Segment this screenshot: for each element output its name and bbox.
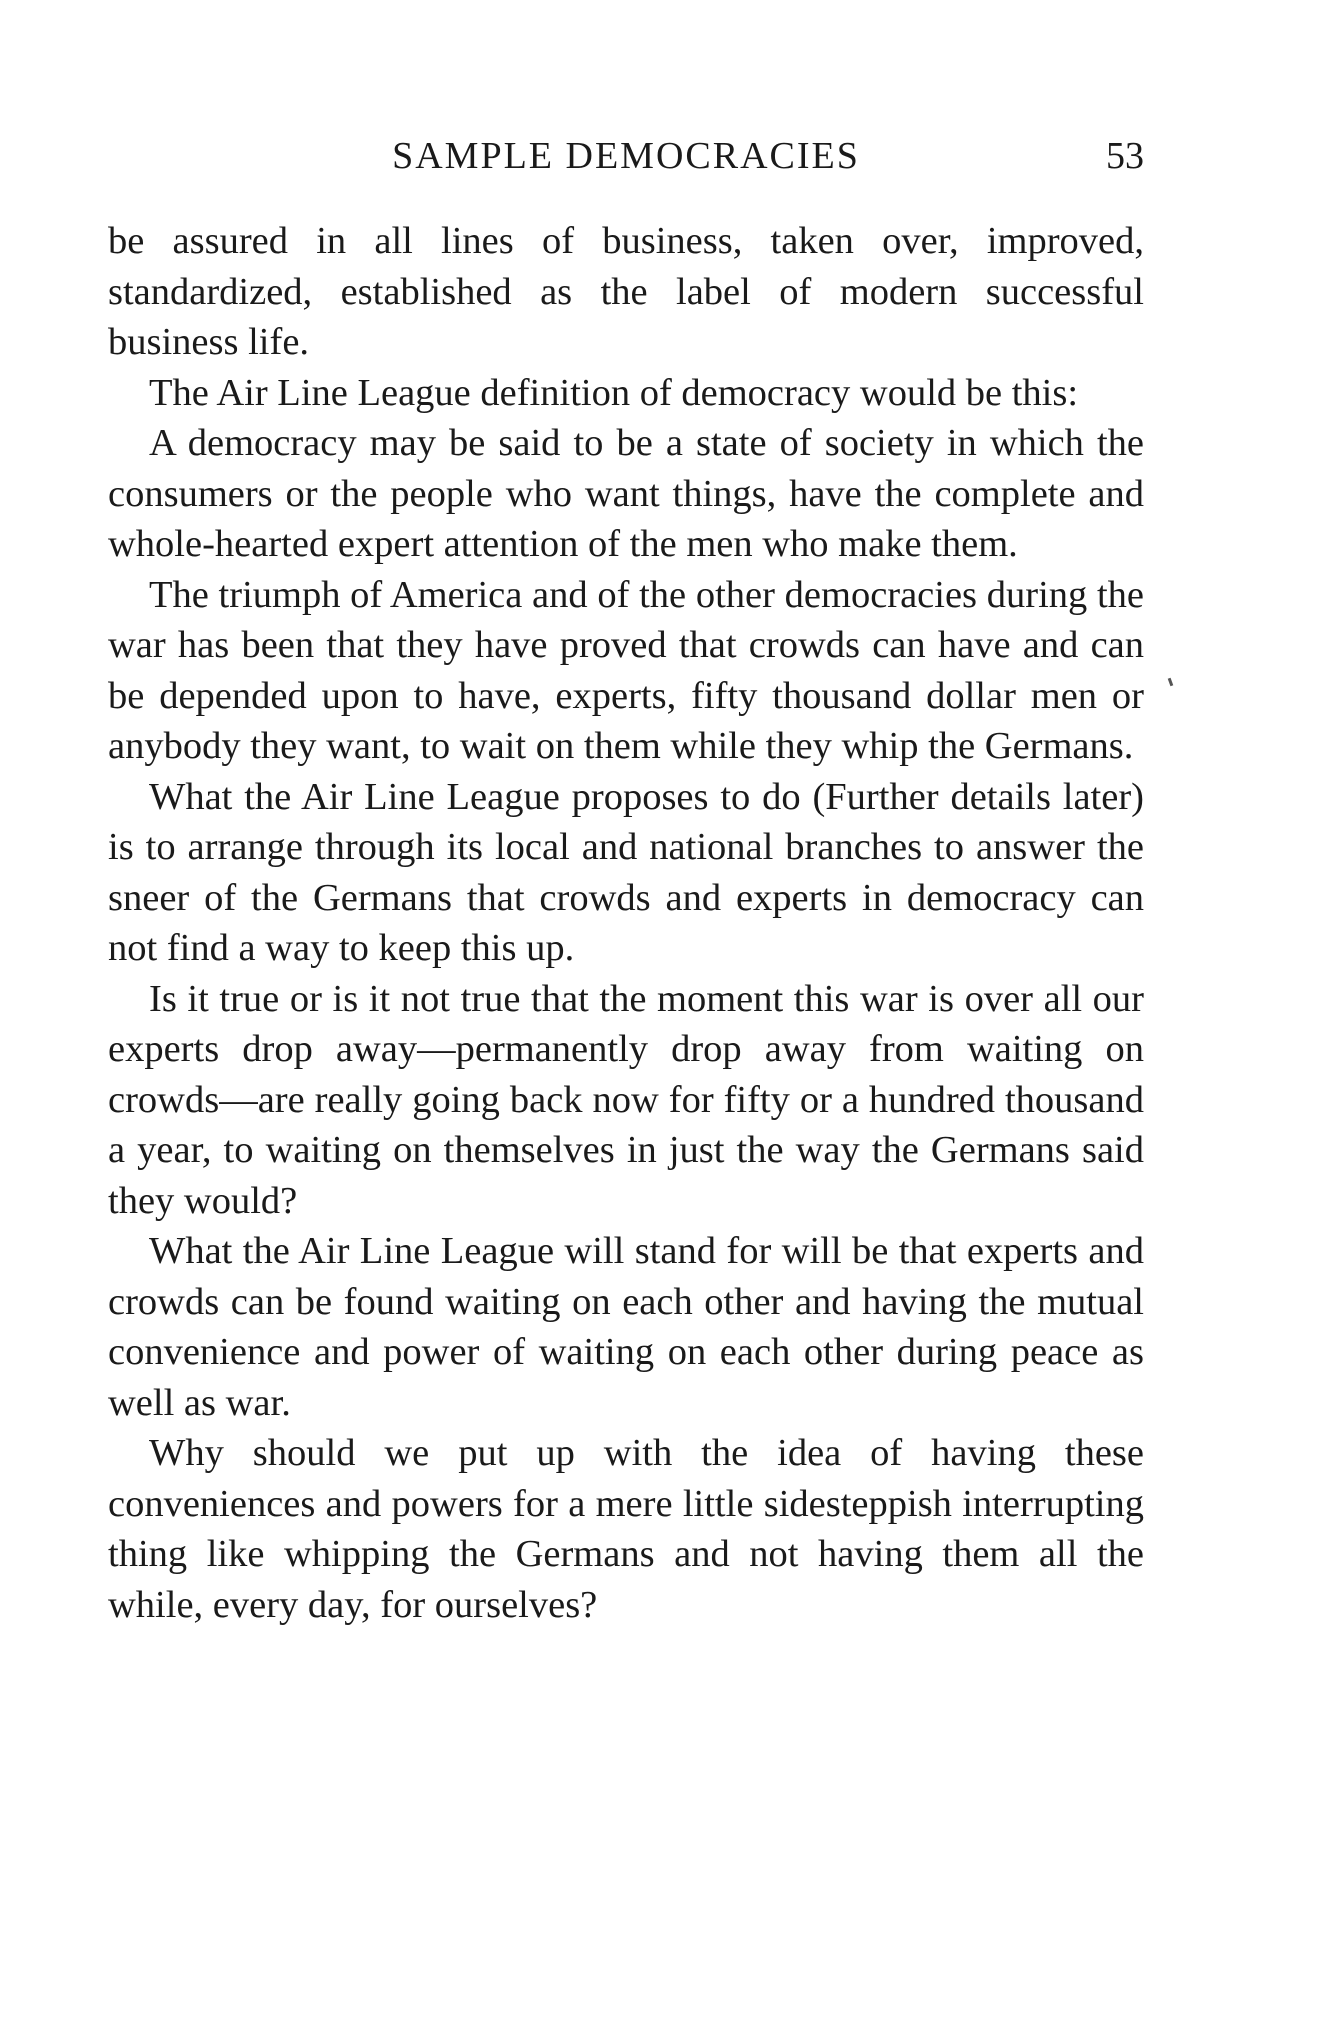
paragraph: What the Air Line League proposes to do (Further details later) is to arrange through its local and national branches to answer the sneer of the Germans that crowds and experts in democracy can not find a way to keep this up. bbox=[108, 775, 1144, 969]
paragraph: What the Air Line League will stand for will be that experts and crowds can be found waiting on each other and having the mutual convenience and power of waiting on each other during peace as well as war. bbox=[108, 1230, 1144, 1424]
page-number: 53 bbox=[1106, 135, 1144, 177]
scan-speck bbox=[1168, 678, 1174, 687]
paragraph: A democracy may be said to be a state of society in which the consumers or the people who want things, have the complete and whole-hearted expert attention of the men who make them. bbox=[108, 422, 1144, 565]
paragraph: The Air Line League definition of democracy would be this: bbox=[149, 371, 1079, 414]
running-title: SAMPLE DEMOCRACIES bbox=[392, 135, 860, 177]
paragraph: Is it true or is it not true that the moment this war is over all our experts drop away—permanently drop away from waiting on crowds—are really going back now for fifty or a hundred thousand a year, to waiting on themselves in just the way the Germans said they would? bbox=[108, 977, 1144, 1222]
paragraph: Why should we put up with the idea of having these conveniences and powers for a mere little sidesteppish interrupting thing like whipping the Germans and not having them all the while, every day, for ourselves? bbox=[108, 1432, 1144, 1626]
body-text bbox=[108, 216, 1144, 1630]
running-head bbox=[108, 128, 1144, 184]
paragraph: The triumph of America and of the other democracies during the war has been that they have proved that crowds can have and can be depended upon to have, experts, fifty thousand dollar men or anybody they want, to wait on them while they whip the Germans. bbox=[108, 573, 1144, 767]
paragraph-continuation: be assured in all lines of business, taken over, improved, standardized, established as the label of modern successful business life. bbox=[108, 220, 1144, 363]
